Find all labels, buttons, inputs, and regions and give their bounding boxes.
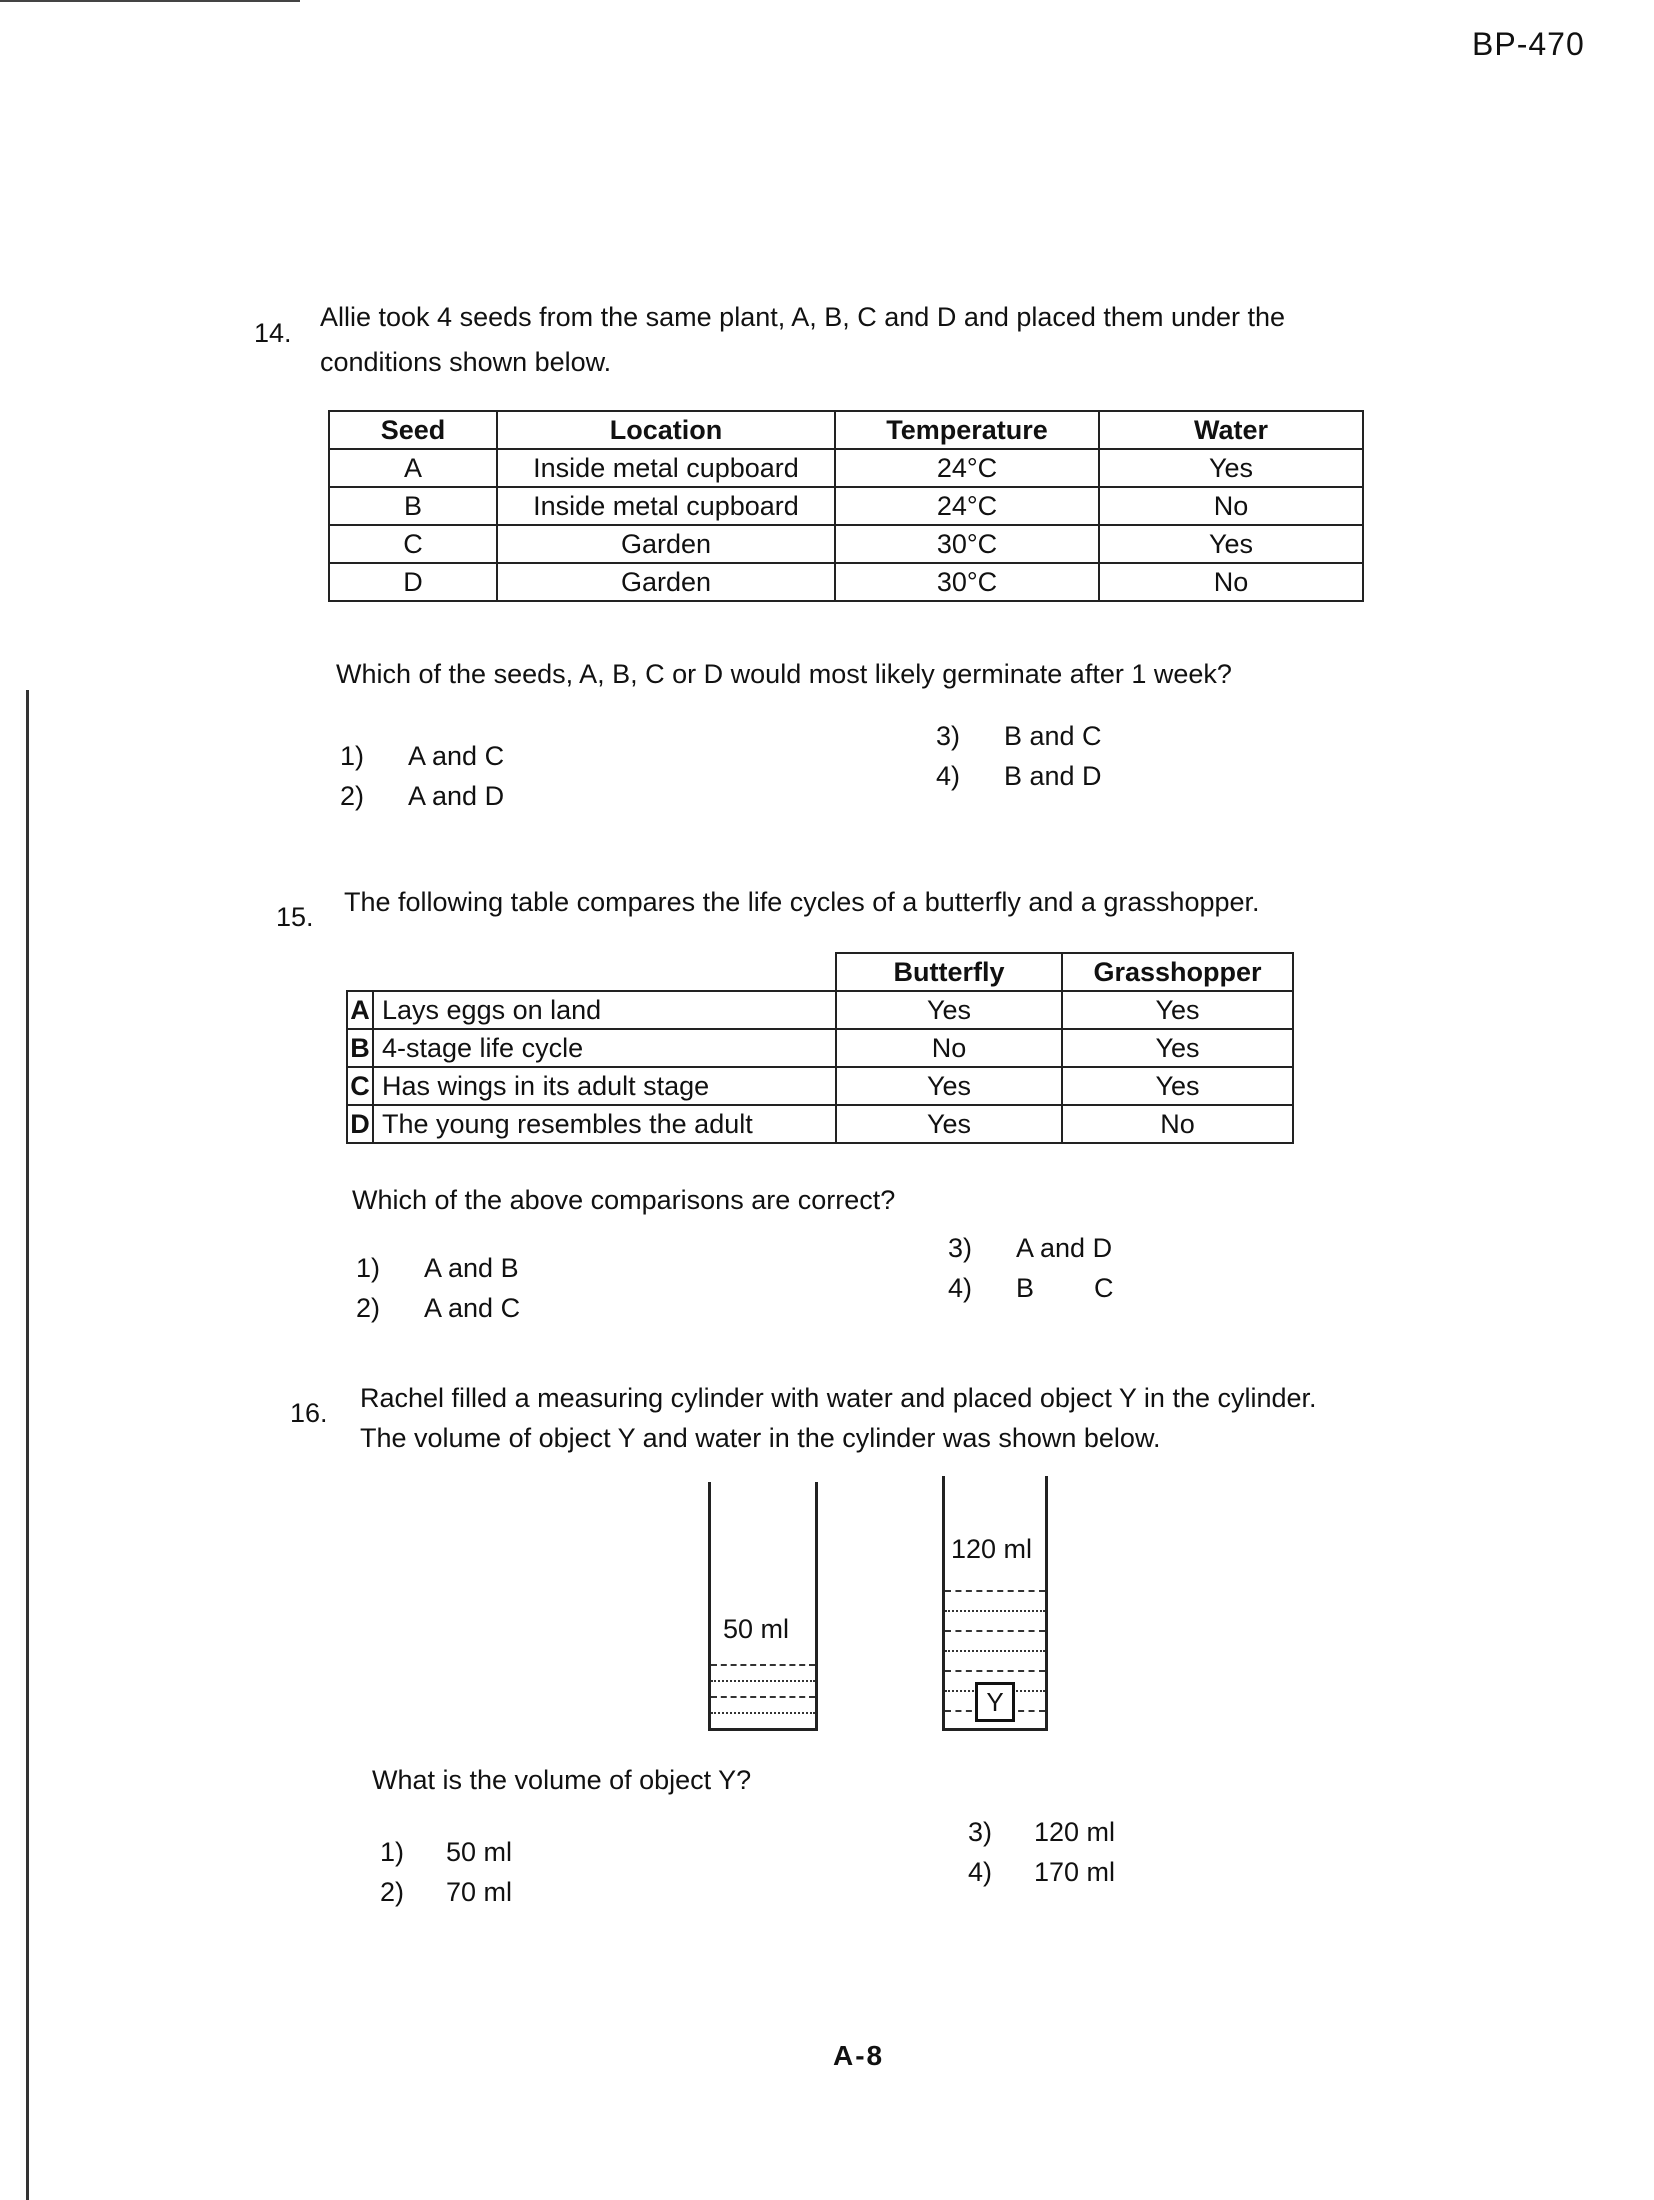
option-number: 2) — [340, 781, 365, 811]
option-text: B and D — [1004, 761, 1102, 791]
q16-number: 16. — [290, 1398, 328, 1428]
table-cell: 30°C — [835, 525, 1099, 563]
option-number: 4) — [936, 761, 961, 791]
table-row — [329, 487, 1363, 525]
cylinder-2-volume-label: 120 ml — [947, 1534, 1036, 1565]
page-number: A-8 — [833, 2040, 885, 2071]
row-letter: C — [347, 1067, 373, 1105]
option-text: B C — [1016, 1273, 1114, 1303]
option-number: 4) — [948, 1273, 973, 1303]
option-text: A and D — [1016, 1233, 1113, 1263]
q14-option-4[interactable] — [936, 756, 1102, 796]
q15-option-1[interactable] — [356, 1248, 519, 1288]
option-text: 70 ml — [446, 1877, 513, 1907]
q14-header-temperature: Temperature — [835, 411, 1099, 449]
q15-option-3[interactable] — [948, 1228, 1112, 1268]
water-shading — [945, 1630, 1045, 1632]
q16-text-line2: The volume of object Y and water in the cylinder was shown below. — [360, 1423, 1161, 1453]
q14-header-seed: Seed — [329, 411, 497, 449]
option-text: A and C — [408, 741, 505, 771]
water-shading — [711, 1696, 815, 1698]
table-cell: Lays eggs on land — [373, 991, 836, 1029]
table-cell: Yes — [836, 1105, 1062, 1143]
option-number: 2) — [380, 1877, 405, 1907]
water-shading — [711, 1712, 815, 1714]
table-cell: 24°C — [835, 487, 1099, 525]
table-cell: Yes — [1062, 1029, 1293, 1067]
option-text: 170 ml — [1034, 1857, 1116, 1887]
q14-header-location: Location — [497, 411, 835, 449]
table-cell: Garden — [497, 525, 835, 563]
q15-question: Which of the above comparisons are correct? — [352, 1185, 896, 1215]
q14-text-line2: conditions shown below. — [320, 347, 612, 377]
q14-table — [328, 410, 1364, 602]
q16-option-2[interactable] — [380, 1872, 512, 1912]
table-row — [347, 991, 1293, 1029]
q15-header-grasshopper: Grasshopper — [1062, 953, 1293, 991]
q16-text-line1: Rachel filled a measuring cylinder with water and placed object Y in the cylinder. — [360, 1383, 1317, 1413]
table-cell: No — [1099, 563, 1363, 601]
table-cell: Has wings in its adult stage — [373, 1067, 836, 1105]
table-row — [347, 1029, 1293, 1067]
table-cell: A — [329, 449, 497, 487]
table-cell: Yes — [836, 1067, 1062, 1105]
option-number: 1) — [356, 1253, 381, 1283]
page-edge-left — [26, 690, 29, 2200]
table-cell: 30°C — [835, 563, 1099, 601]
table-cell: 4-stage life cycle — [373, 1029, 836, 1067]
table-cell: C — [329, 525, 497, 563]
water-shading — [945, 1650, 1045, 1652]
object-y: Y — [975, 1682, 1015, 1722]
q14-text-line1: Allie took 4 seeds from the same plant, A, B, C and D and placed them under the — [320, 302, 1286, 332]
water-shading — [945, 1610, 1045, 1612]
measuring-cylinder-2 — [942, 1476, 1048, 1731]
table-cell: Yes — [1062, 1067, 1293, 1105]
option-text: 120 ml — [1034, 1817, 1116, 1847]
water-level-line — [945, 1590, 1045, 1592]
row-letter: B — [347, 1029, 373, 1067]
row-letter: A — [347, 991, 373, 1029]
water-shading — [945, 1670, 1045, 1672]
q16-option-1[interactable] — [380, 1832, 512, 1872]
table-cell: No — [1062, 1105, 1293, 1143]
option-number: 3) — [968, 1817, 993, 1847]
table-cell: Yes — [1099, 449, 1363, 487]
option-text: A and C — [424, 1293, 521, 1323]
q14-option-1[interactable] — [340, 736, 504, 776]
option-number: 4) — [968, 1857, 993, 1887]
table-cell: 24°C — [835, 449, 1099, 487]
table-row — [329, 449, 1363, 487]
q14-table-header — [329, 411, 1363, 449]
option-text: B and C — [1004, 721, 1102, 751]
option-text: A and D — [408, 781, 505, 811]
cylinder-1-volume-label: 50 ml — [719, 1614, 793, 1645]
table-cell: The young resembles the adult — [373, 1105, 836, 1143]
option-number: 1) — [340, 741, 365, 771]
q14-header-water: Water — [1099, 411, 1363, 449]
q14-option-2[interactable] — [340, 776, 504, 816]
q14-option-3[interactable] — [936, 716, 1102, 756]
q15-option-2[interactable] — [356, 1288, 520, 1328]
row-letter: D — [347, 1105, 373, 1143]
table-cell: B — [329, 487, 497, 525]
table-row — [347, 1105, 1293, 1143]
table-row — [329, 563, 1363, 601]
option-number: 3) — [936, 721, 961, 751]
table-cell: Yes — [1062, 991, 1293, 1029]
table-cell: No — [1099, 487, 1363, 525]
q16-question: What is the volume of object Y? — [372, 1765, 752, 1795]
table-row — [329, 525, 1363, 563]
q15-option-4[interactable] — [948, 1268, 1114, 1308]
q15-number: 15. — [276, 902, 314, 932]
blank-cell — [347, 953, 373, 991]
measuring-cylinder-1 — [708, 1482, 818, 1731]
table-cell: Inside metal cupboard — [497, 487, 835, 525]
table-row — [347, 1067, 1293, 1105]
option-text: A and B — [424, 1253, 519, 1283]
q15-header-butterfly: Butterfly — [836, 953, 1062, 991]
water-level-line — [711, 1664, 815, 1666]
option-number: 1) — [380, 1837, 405, 1867]
table-cell: Yes — [836, 991, 1062, 1029]
q15-table-header — [347, 953, 1293, 991]
table-cell: Garden — [497, 563, 835, 601]
option-number: 3) — [948, 1233, 973, 1263]
blank-cell — [373, 953, 836, 991]
q15-text: The following table compares the life cycles of a butterfly and a grasshopper. — [344, 887, 1260, 917]
q15-table — [346, 952, 1294, 1144]
paper-code: BP-470 — [1472, 26, 1585, 62]
q14-number: 14. — [254, 318, 292, 348]
table-cell: Yes — [1099, 525, 1363, 563]
table-cell: D — [329, 563, 497, 601]
q16-option-3[interactable] — [968, 1812, 1115, 1852]
q14-question: Which of the seeds, A, B, C or D would most likely germinate after 1 week? — [336, 659, 1232, 689]
water-shading — [711, 1680, 815, 1682]
option-number: 2) — [356, 1293, 381, 1323]
table-cell: No — [836, 1029, 1062, 1067]
table-cell: Inside metal cupboard — [497, 449, 835, 487]
option-text: 50 ml — [446, 1837, 513, 1867]
page-edge-top — [0, 0, 300, 2]
q16-option-4[interactable] — [968, 1852, 1115, 1892]
